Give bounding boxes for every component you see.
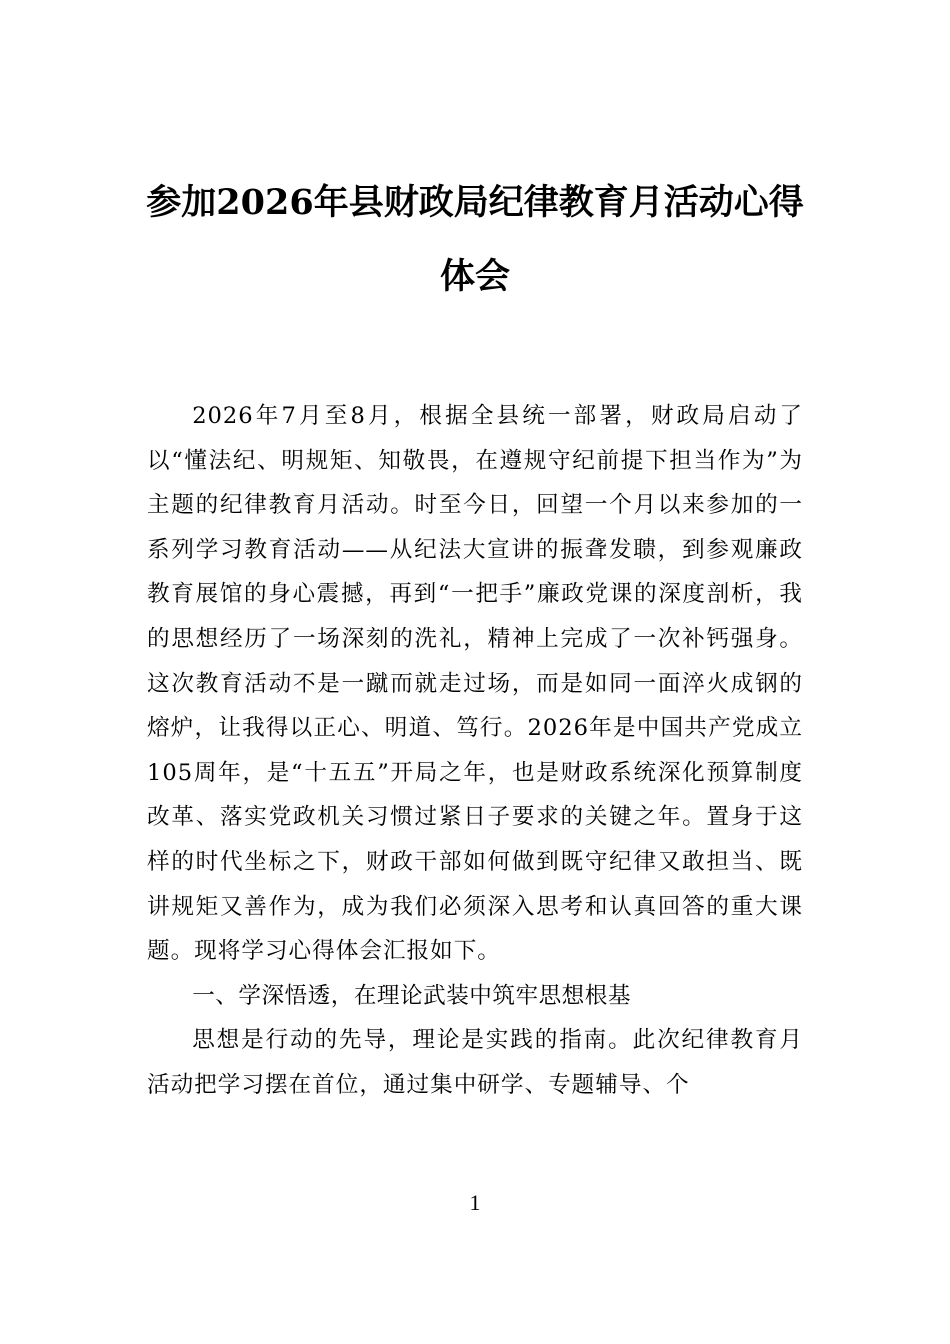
document-title: 参加2026年县财政局纪律教育月活动心得体会 — [146, 182, 804, 297]
section-paragraph: 思想是行动的先导，理论是实践的指南。此次纪律教育月活动把学习摆在首位，通过集中研学、专题辅导、个 — [147, 1027, 803, 1098]
page-number: 1 — [469, 1190, 481, 1215]
intro-paragraph: 2026年7月至8月，根据全县统一部署，财政局启动了以“懂法纪、明规矩、知敬畏，在遵规守纪前提下担当作为”为主题的纪律教育月活动。时至今日，回望一个月以来参加的一系列学习教育活动——从纪法大宣讲的振聋发聩，到参观廉政教育展馆的身心震撼，再到“一把手”廉政党课的深度剖析，我的思想经历了一场深刻的洗礼，精神上完成了一次补钙强身。这次教育活动不是一蹴而就走过场，而是如同一面淬火成钢的熔炉，让我得以正心、明道、笃行。2026年是中国共产党成立105周年，是“十五五”开局之年，也是财政系统深化预算制度改革、落实党政机关习惯过紧日子要求的关键之年。置身于这样的时代坐标之下，财政干部如何做到既守纪律又敢担当、既讲规矩又善作为，成为我们必须深入思考和认真回答的重大课题。现将学习心得体会汇报如下。 — [147, 403, 803, 965]
section-heading: 一、学深悟透，在理论武装中筑牢思想根基 — [192, 982, 631, 1009]
document-body — [147, 394, 803, 1108]
